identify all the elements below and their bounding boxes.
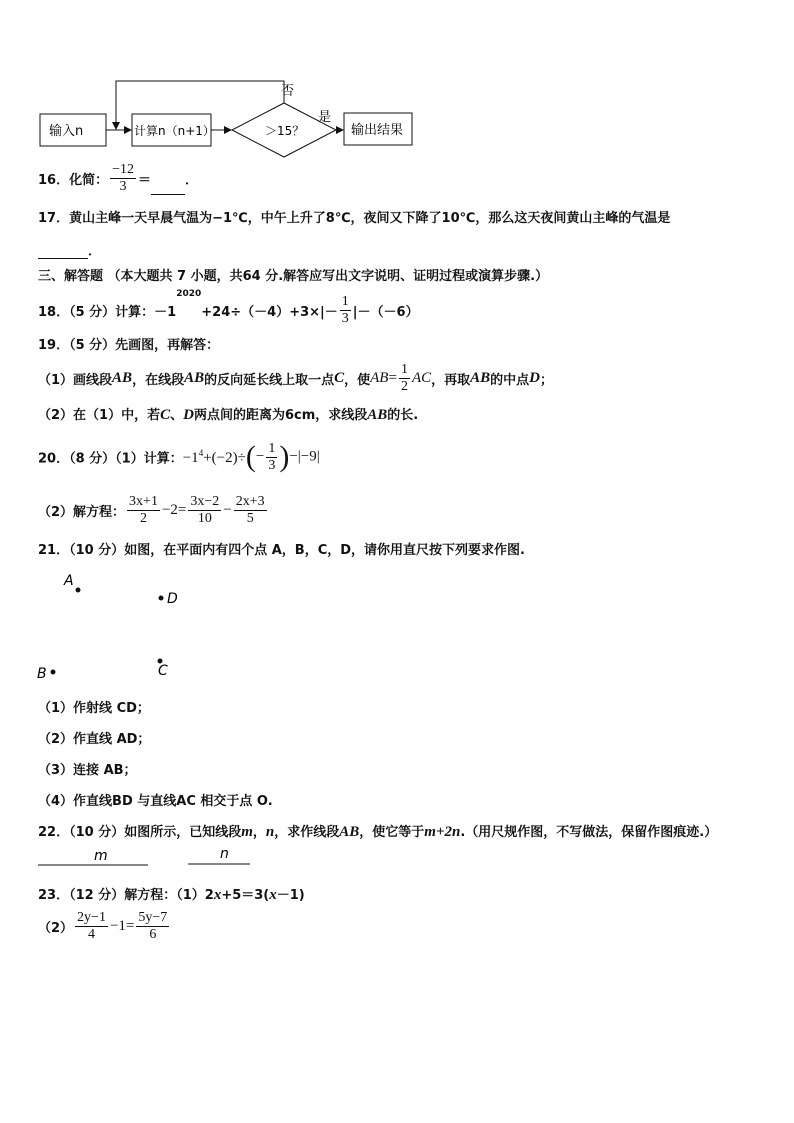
q23-x2: x [269,887,277,903]
q20-rparen: ) [279,440,290,473]
section-3-heading: 三、解答题 （本大题共 7 小题，共64 分.解答应写出文字说明、证明过程或演算步骤.） [38,269,549,284]
q19-p2d: 的长. [387,408,419,423]
q19-p1d: ，使 [344,373,371,388]
q19-p2-c: C [160,407,171,423]
q19-num: 1 [400,362,408,377]
q22-n: n [265,824,275,840]
q21-step4: （4）作直线BD 与直线AC 相交于点 O. [38,794,273,809]
q16-blank [151,172,185,195]
q18-sup: 2020 [176,289,202,299]
q16-eq: ＝ [138,173,152,188]
segment-n-label: n [220,846,229,862]
q20-frac1 [127,494,160,527]
q22-a: 22．（10 分）如图所示，已知线段 [38,825,242,840]
question-17: 17．黄山主峰一天早晨气温为−1℃，中午上升了8℃，夜间又下降了10℃，那么这天夜间黄山主峰的气温是 [38,211,671,226]
input-label: 输入n [49,124,84,139]
question-18 [38,289,419,327]
q16-num: −12 [112,162,134,177]
q20-n2: 3x−2 [190,494,220,509]
q21-step3: （3）连接 AB； [38,763,137,778]
q20-prefix: 20．（8 分）（1）计算： [38,451,183,467]
q23-d1: 4 [88,927,95,942]
q23-d2: 6 [149,927,157,942]
q19-fraction [399,362,410,395]
segment-m-label: m [94,848,108,864]
q20-frac3 [234,494,267,527]
q21-step2: （2）作直线 AD； [38,732,151,747]
q22-m: m [241,824,253,840]
q16-prefix: 16．化简： [38,173,109,188]
point-a [76,588,81,593]
q19-part2 [38,404,418,424]
q20-e3: −|−9| [289,448,320,465]
q17-blank [38,244,88,259]
q20-n3: 2x+3 [235,494,265,509]
q19-p2a: （2）在（1）中，若 [38,408,161,423]
q23-n2: 5y−7 [138,910,168,925]
q19-d: D [529,370,540,386]
q22-expr: m+2n [424,824,461,840]
question-19: 19．（5 分）先画图，再解答： [38,338,220,353]
compute-label: 计算n（n+1） [134,124,215,138]
q22-d: .（用尺规作图，不写做法，保留作图痕迹.） [460,825,718,840]
q21-points-figure [0,560,260,690]
q23-p2: （2） [38,921,74,936]
q20-sup: 4 [198,447,204,458]
point-d [159,596,164,601]
q23-n1: 2y−1 [77,910,106,925]
q20-frac2 [188,494,221,527]
point-label-d: D [167,591,178,607]
output-label: 输出结果 [351,123,404,138]
q20-p2: （2）解方程： [38,505,126,520]
q16-end: ． [185,173,199,188]
q19-eq: = [388,370,397,386]
loop-back-line [116,81,284,129]
no-label: 否 [281,84,295,99]
q18-a: －1 [154,305,177,320]
q17-end: ． [88,244,102,259]
q22-c: ，使它等于 [359,825,425,840]
question-20 [38,440,320,474]
q20-lparen: ( [245,440,256,473]
q20-e1: −1 [182,449,199,466]
q19-p2-ab: AB [367,407,388,423]
q19-ab-3: AB [370,370,389,386]
q18-den: 3 [341,311,349,326]
q20-m2: − [223,502,232,518]
q18-b: +24÷（－4）+3×|－ [201,305,338,320]
yes-label: 是 [318,110,332,125]
q20-d3: 5 [246,511,254,526]
q19-p1a: （1）画线段 [38,373,113,388]
q17-answer-line [38,240,101,259]
point-label-b: B [37,666,47,682]
q19-p2-d: D [183,407,194,423]
q20-e2: +(−2)÷ [203,449,246,466]
q18-fraction [340,294,351,327]
q23-frac2 [136,910,169,943]
q23-frac1 [75,910,108,943]
q22-b: ，求作线段 [274,825,340,840]
q19-p1e: ，再取 [431,373,471,388]
q18-prefix: 18．（5 分）计算： [38,305,155,320]
q20-m1: −2= [161,502,187,518]
q21-step1: （1）作射线 CD； [38,701,150,716]
q19-p2c: 两点间的距离为6cm，求线段 [193,408,368,423]
question-16 [38,162,198,195]
q16-fraction [110,162,136,195]
q19-c: C [334,370,345,386]
point-label-c: C [158,663,168,679]
q20-n1: 3x+1 [129,494,158,509]
q23-x1: x [213,887,222,903]
q23-a: 23．（12 分）解方程：（1）2 [38,888,214,903]
q20-d2: 10 [197,511,212,526]
q19-den: 2 [400,379,408,394]
q19-ab-1: AB [112,370,133,386]
question-21: 21．（10 分）如图，在平面内有四个点 A，B，C，D，请你用直尺按下列要求作图. [38,543,525,558]
q18-num: 1 [341,294,349,309]
q19-p1g: ； [540,373,554,388]
q20-part2 [38,494,269,527]
q20-fraction [266,441,277,474]
q23-m1: −1= [109,918,135,934]
q20-d1: 2 [140,511,147,526]
q18-c: |－（－6） [352,305,419,320]
q19-ab-4: AB [470,370,491,386]
point-label-a: A [64,573,74,589]
q19-p1b: ，在线段 [132,373,185,388]
q22-segments [0,840,300,870]
q16-den: 3 [119,179,127,194]
q23-b: +5＝3( [221,888,270,903]
q22-comma: ， [252,825,266,840]
q19-ab-2: AB [184,370,205,386]
q19-ac: AC [411,370,432,386]
q19-p2b: 、 [170,408,184,423]
q22-ab: AB [339,824,360,840]
q20-den: 3 [268,457,276,473]
q19-p1c: 的反向延长线上取一点 [204,373,335,388]
q19-part1 [38,362,553,395]
flowchart [0,0,794,160]
point-b [51,670,56,675]
q23-part2 [38,910,171,943]
q20-num: 1 [268,440,276,456]
q23-c: －1) [276,888,305,903]
q19-p1f: 的中点 [490,373,530,388]
q20-minus: − [255,448,265,465]
q20-expr [182,447,246,466]
condition-label: ＞15？ [265,124,305,138]
question-22 [38,821,717,841]
question-23 [38,884,305,904]
